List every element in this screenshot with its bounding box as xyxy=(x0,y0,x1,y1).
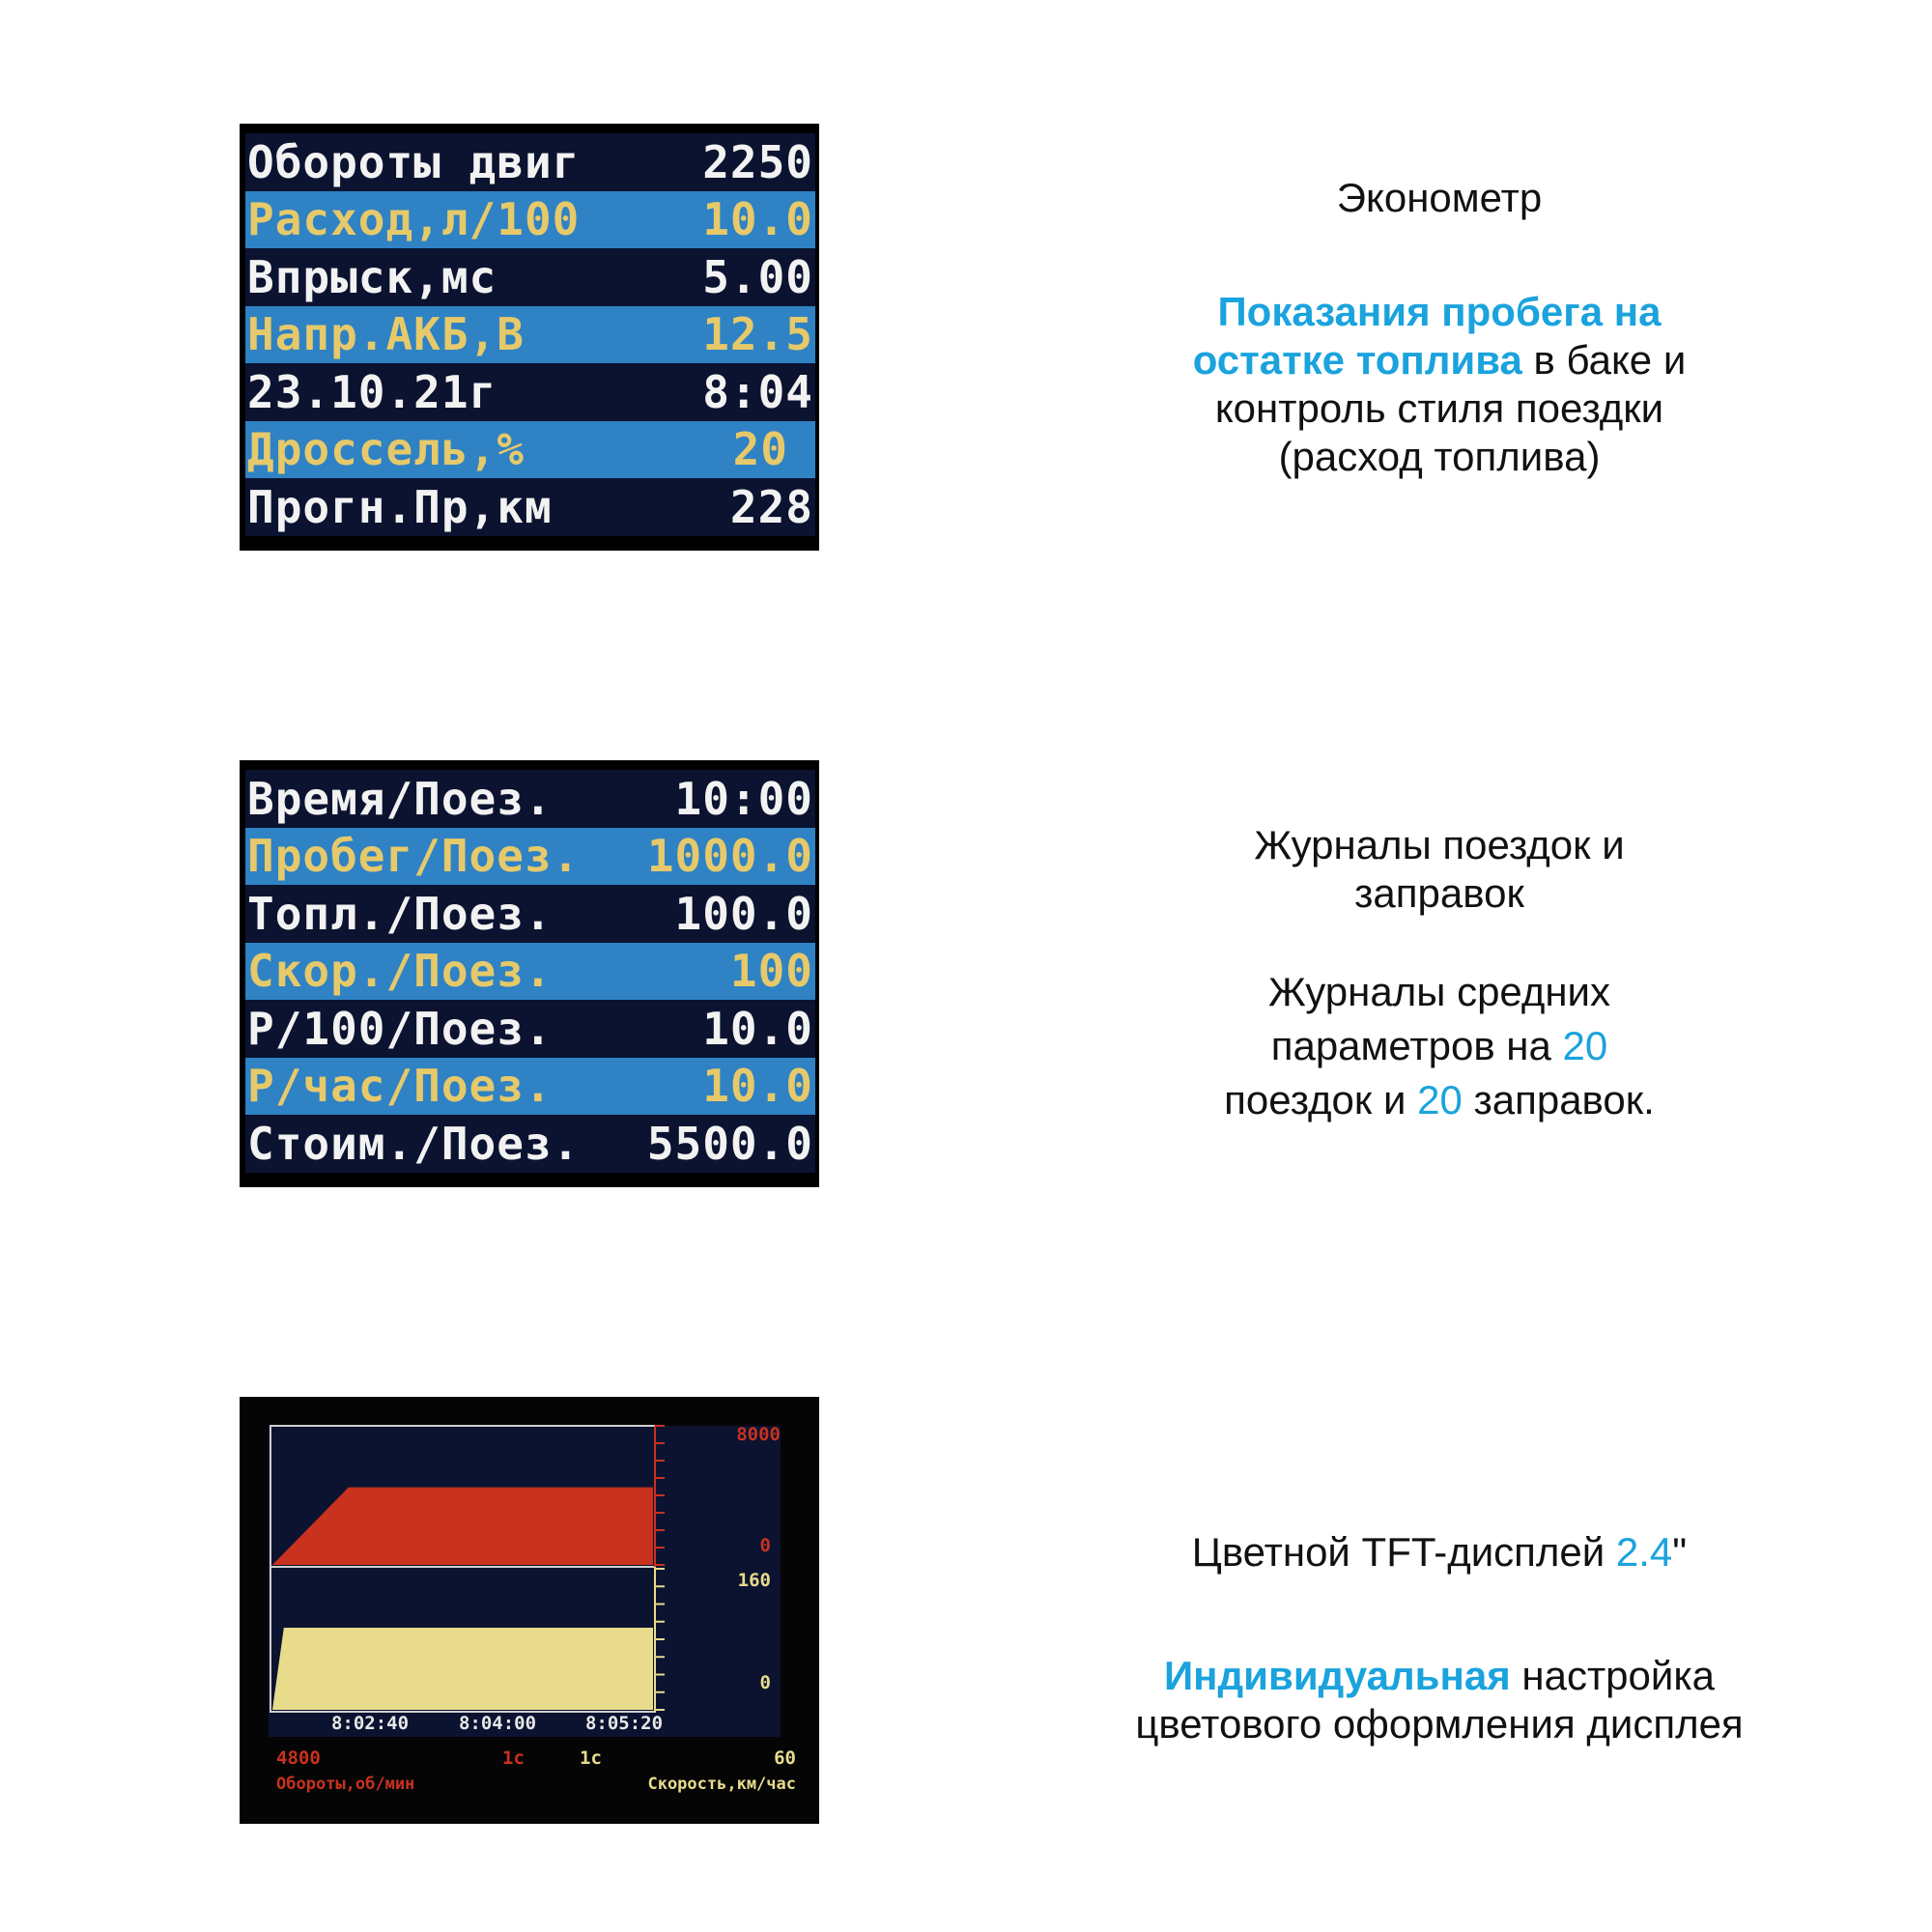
caption-text: заправок xyxy=(1354,870,1524,916)
caption-econometer xyxy=(1024,174,1855,481)
row-label: Скор./Поез. xyxy=(247,945,553,998)
rpm-axis-top-label: 8000 xyxy=(736,1424,781,1445)
caption-text: параметров на xyxy=(1270,1023,1563,1068)
list-item xyxy=(245,133,815,191)
caption-text: в баке и xyxy=(1521,337,1687,383)
caption-text: Цветной TFT-дисплей xyxy=(1191,1529,1616,1575)
caption-text: " xyxy=(1672,1529,1688,1575)
list-item xyxy=(245,1058,815,1116)
row-value: 5500.0 xyxy=(646,1117,813,1170)
row-value: 8:04 xyxy=(702,365,813,418)
caption-trip-log xyxy=(1024,821,1855,1124)
list-item xyxy=(245,421,815,479)
row-label: Дроссель,% xyxy=(247,423,525,476)
caption-text: заправок. xyxy=(1462,1077,1655,1122)
row-label: Впрыск,мс xyxy=(247,250,497,303)
row-value: 228 xyxy=(729,480,813,533)
row-value: 100 xyxy=(729,945,813,998)
row-label: 23.10.21г xyxy=(247,365,497,418)
row-label: Напр.АКБ,В xyxy=(247,308,525,361)
row-label: Расход,л/100 xyxy=(247,193,581,246)
list-item xyxy=(245,1115,815,1173)
row-label: Обороты двиг xyxy=(247,135,581,188)
row-value: 12.5 xyxy=(702,308,813,361)
row-value: 100.0 xyxy=(674,887,813,940)
display-trip-log xyxy=(240,760,819,1187)
footer-rpm-interval: 1с xyxy=(502,1747,525,1769)
caption-text: контроль стиля поездки xyxy=(1214,385,1664,431)
row-label: Топл./Поез. xyxy=(247,887,553,940)
display-econometer xyxy=(240,124,819,551)
footer-rpm-value: 4800 xyxy=(276,1747,321,1769)
footer-speed-value: 60 xyxy=(774,1747,796,1769)
list-item xyxy=(245,770,815,828)
speed-axis-bottom-label: 0 xyxy=(759,1672,771,1693)
trip-log-rows xyxy=(245,770,815,1173)
time-tick-label: 8:05:20 xyxy=(584,1713,664,1734)
caption-highlight: Индивидуальная xyxy=(1163,1653,1511,1698)
row-value: 10.0 xyxy=(702,1002,813,1055)
row-label: Пробег/Поез. xyxy=(247,830,581,883)
row-value: 2250 xyxy=(702,135,813,188)
row-label: Время/Поез. xyxy=(247,772,553,825)
caption-text: цветового оформления дисплея xyxy=(1135,1701,1744,1747)
caption-text: настройка xyxy=(1510,1653,1716,1698)
list-item xyxy=(245,363,815,421)
speed-axis-top-label: 160 xyxy=(737,1570,771,1591)
list-item xyxy=(245,943,815,1001)
list-item xyxy=(245,306,815,364)
caption-text: (расход топлива) xyxy=(1278,434,1601,479)
row-value: 10.0 xyxy=(702,1060,813,1113)
display-chart xyxy=(240,1397,819,1824)
row-label: Прогн.Пр,км xyxy=(247,480,553,533)
caption-highlight: остатке топлива xyxy=(1192,337,1522,383)
row-value: 20 xyxy=(732,423,788,476)
row-value: 1000.0 xyxy=(646,830,813,883)
footer-speed-label: Скорость,км/час xyxy=(647,1775,796,1794)
list-item xyxy=(245,1000,815,1058)
list-item xyxy=(245,478,815,536)
row-value: 10.0 xyxy=(702,193,813,246)
row-label: Р/100/Поез. xyxy=(247,1002,553,1055)
time-tick-label: 8:02:40 xyxy=(330,1713,410,1734)
footer-rpm-label: Обороты,об/мин xyxy=(276,1775,415,1794)
rpm-axis-bottom-label: 0 xyxy=(759,1535,771,1556)
time-tick-label: 8:04:00 xyxy=(458,1713,537,1734)
caption-display xyxy=(1024,1528,1855,1748)
speed-area xyxy=(272,1628,653,1710)
caption-highlight: 2.4 xyxy=(1615,1529,1673,1575)
econometer-rows xyxy=(245,133,815,536)
footer-speed-interval: 1с xyxy=(580,1747,602,1769)
row-label: Стоим./Поез. xyxy=(247,1117,581,1170)
list-item xyxy=(245,828,815,886)
list-item xyxy=(245,885,815,943)
caption-text: Журналы поездок и xyxy=(1254,822,1625,867)
caption-text: поездок и xyxy=(1224,1077,1418,1122)
caption-title: Эконометр xyxy=(1336,175,1543,220)
chart-svg xyxy=(240,1397,819,1824)
caption-text: Журналы средних xyxy=(1267,969,1611,1014)
row-label: Р/час/Поез. xyxy=(247,1060,553,1113)
caption-highlight: 20 xyxy=(1562,1023,1608,1068)
row-value: 5.00 xyxy=(702,250,813,303)
caption-highlight: Показания пробега на xyxy=(1217,289,1662,334)
list-item xyxy=(245,248,815,306)
row-value: 10:00 xyxy=(674,772,813,825)
list-item xyxy=(245,191,815,249)
caption-highlight: 20 xyxy=(1417,1077,1463,1122)
